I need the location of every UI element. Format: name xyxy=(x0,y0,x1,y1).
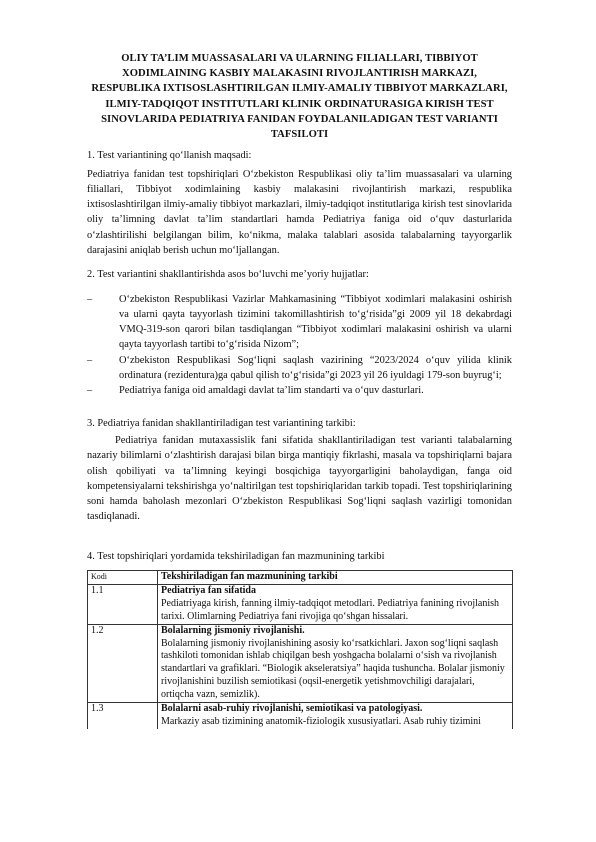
row-text: Markaziy asab tizimining anatomik-fiziologik xususiyatlari. Asab ruhiy tizimini xyxy=(161,716,481,728)
column-header-code: Kodi xyxy=(88,571,158,585)
column-header-content: Tekshiriladigan fan mazmunining tarkibi xyxy=(158,571,513,585)
section-1-heading: 1. Test variantining qo‘llanish maqsadi: xyxy=(87,150,252,162)
list-item xyxy=(87,292,512,353)
row-content xyxy=(158,624,513,702)
table-row xyxy=(88,703,513,729)
list-item-text: O‘zbekiston Respublikasi Sog‘liqni saqlash vazirining “2023/2024 o‘quv yilida klinik ordinatura (rezidentura)ga qabul qilish to‘g‘risida”gi 2023 yil 26 iyuldagi 179-son buyrug‘i; xyxy=(119,354,512,382)
list-dash: – xyxy=(87,385,93,397)
row-title: Bolalarni asab-ruhiy rivojlanishi, semiotikasi va patologiyasi. xyxy=(161,703,423,715)
row-code: 1.2 xyxy=(88,624,158,702)
section-4-heading: 4. Test topshiriqlari yordamida tekshiriladigan fan mazmunining tarkibi xyxy=(87,550,385,562)
section-2-heading: 2. Test variantini shakllantirishda asos bo‘luvchi me’yoriy hujjatlar: xyxy=(87,269,369,281)
list-dash: – xyxy=(87,354,93,366)
table-row xyxy=(88,584,513,624)
list-item-text: Pediatriya faniga oid amaldagi davlat ta’lim standarti va o‘quv dasturlari. xyxy=(119,385,424,397)
row-code: 1.1 xyxy=(88,584,158,624)
table-row xyxy=(88,624,513,702)
table-header-row xyxy=(88,571,513,585)
list-item xyxy=(87,353,512,384)
row-content xyxy=(158,703,513,729)
list-dash: – xyxy=(87,293,93,305)
document-title: OLIY TA’LIM MUASSASALARI VA ULARNING FILIALLARI, TIBBIYOT XODIMLAINING KASBIY MALAKASINI RIVOJLANTIRISH MARKAZI, RESPUBLIKA IXTISOSLASHTIRILGAN ILMIY-AMALIY TIBBIYOT MARKAZLARI, ILMIY-TADQIQOT INSTITUTLARI KLINIK ORDINATURASIGA KIRISH TEST SINOVLARIDA PEDIATRIYA FANIDAN FOYDALANILADIGAN TEST VARIANTI TAFSILOTI xyxy=(91,53,508,141)
row-title: Bolalarning jismoniy rivojlanishi. xyxy=(161,624,305,636)
list-item-text: O‘zbekiston Respublikasi Vazirlar Mahkamasining “Tibbiyot xodimlari malakasini oshirish va ularni qayta tayyorlash tizimini takomillashtirish to‘g‘risida”gi 2009 yil 18 dekabrdagi VMQ-319-son qarori bilan tasdiqlangan “Tibbiyot xodimlari malakasini oshirish va ularni qayta tayyorlash tartibi to‘g‘risida Nizom”; xyxy=(119,293,512,351)
row-text: Pediatriyaga kirish, fanning ilmiy-tadqiqot metodlari. Pediatriya fanining rivojlanish tarixi. Olimlarning Pediatriya fani rivojiga qo‘shgan hissalari. xyxy=(161,597,499,622)
row-content xyxy=(158,584,513,624)
row-code: 1.3 xyxy=(88,703,158,729)
row-text: Bolalarning jismoniy rivojlanishining asosiy ko‘rsatkichlari. Jaxon sog‘liqni saqlash tashkiloti tomonidan ishlab chiqilgan besh yoshgacha bolalarni o‘sish va rivojlanish standartlari va grafiklari. “Biologik akseleratsiya” haqida tushuncha. Bolalar jismoniy rivojlanishini buzilish semiotikasi (oqsil-energetik yetishmovchiligi darajalari, ortiqcha vazn, semizlik). xyxy=(161,637,505,701)
section-3-text: Pediatriya fanidan mutaxassislik fani sifatida shakllantiriladigan test varianti talabalarning nazariy bilimlarni o‘zlashtirish darajasi bilan birga mantiqiy fikrlashi, masala va topshiriqlarni bajara olish qobiliyati va ta’limning keyingi bosqichiga tayyorgarligini baholaydigan, fanga oid kompetensiyalarni tekshirishga yo‘naltirilgan test topshiriqlaridan tarkib topadi. Test topshiriqlarining soni hamda baholash mezonlari O‘zbekiston Respublikasi Sog‘liqni saqlash vazirligi tomonidan tasdiqlanadi. xyxy=(87,434,512,523)
section-3-heading: 3. Pediatriya fanidan shakllantiriladigan test variantining tarkibi: xyxy=(87,417,356,429)
document-page xyxy=(87,51,512,729)
content-table xyxy=(87,570,513,729)
list-item xyxy=(87,383,512,398)
section-1-text: Pediatriya fanidan test topshiriqlari O‘zbekiston Respublikasi oliy ta’lim muassasalari va ularning filiallari, Tibbiyot xodimlaining kasbiy malakasini rivojlantirish markazi, respublika ixtisoslashtirilgan ilmiy-amaliy tibbiyot markazlari, ilmiy-tadqiqot institutlariga kirish test sinovlarida oliy ta’limning davlat ta’lim standartlari hamda Pediatriya faniga oid o‘quv dasturlarida o‘zlashtirilishi belgilangan bilim, ko‘nikma, malaka talablari asosida talabalarning tayyorgarlik darajasini aniqlab berish uchun mo‘ljallangan. xyxy=(87,168,512,256)
row-title: Pediatriya fan sifatida xyxy=(161,584,256,596)
